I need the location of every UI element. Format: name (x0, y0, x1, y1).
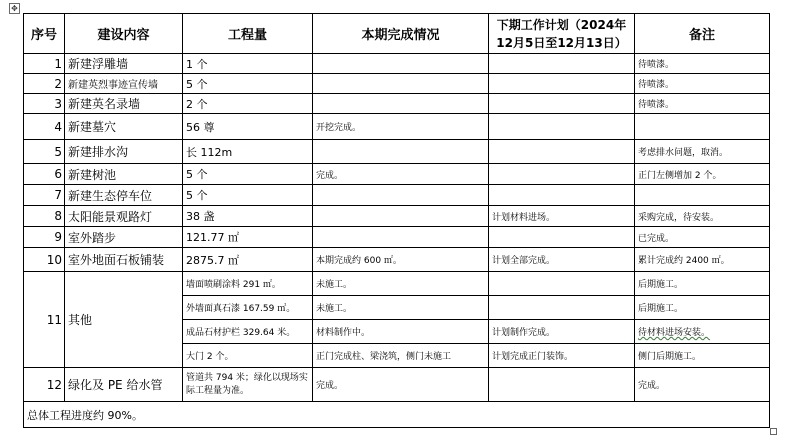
row-plan (489, 227, 635, 248)
row-seq: 2 (24, 74, 65, 94)
row-seq: 8 (24, 206, 65, 227)
row-progress (313, 206, 489, 227)
row-remark: 待喷漆。 (635, 74, 770, 94)
row-content: 室外踏步 (65, 227, 183, 248)
progress-table (23, 13, 770, 428)
footer-row (24, 402, 770, 428)
row-seq: 10 (24, 248, 65, 272)
table-row (24, 227, 770, 248)
row-plan (489, 74, 635, 94)
header-progress: 本期完成情况 (313, 14, 489, 54)
row-quantity: 管道共 794 米；绿化以现场实际工程量为准。 (183, 368, 313, 402)
row-progress (313, 74, 489, 94)
row-quantity: 38 盏 (183, 206, 313, 227)
row-content: 绿化及 PE 给水管 (65, 368, 183, 402)
table-row (24, 368, 770, 402)
row-progress: 完成。 (313, 368, 489, 402)
row-remark (635, 185, 770, 206)
row-progress: 完成。 (313, 164, 489, 185)
row-remark: 采购完成，待安装。 (635, 206, 770, 227)
row-plan (489, 140, 635, 164)
row-content: 新建英名录墙 (65, 94, 183, 114)
row-quantity: 大门 2 个。 (183, 344, 313, 368)
row-remark: 后期施工。 (635, 272, 770, 296)
row-remark: 考虑排水问题，取消。 (635, 140, 770, 164)
row-content: 新建浮雕墙 (65, 54, 183, 74)
row-remark: 后期施工。 (635, 296, 770, 320)
row-seq: 12 (24, 368, 65, 402)
row-progress (313, 185, 489, 206)
row-remark: 已完成。 (635, 227, 770, 248)
row-seq: 5 (24, 140, 65, 164)
row-seq: 4 (24, 114, 65, 140)
table-resize-handle[interactable] (770, 428, 777, 435)
row-progress: 未施工。 (313, 272, 489, 296)
row-progress (313, 54, 489, 74)
row-progress: 材料制作中。 (313, 320, 489, 344)
row-content: 新建墓穴 (65, 114, 183, 140)
row-remark: 累计完成约 2400 ㎡。 (635, 248, 770, 272)
row-quantity: 5 个 (183, 164, 313, 185)
row-progress: 开挖完成。 (313, 114, 489, 140)
row-content: 新建树池 (65, 164, 183, 185)
table-row (24, 94, 770, 114)
row-progress: 正门完成柱、梁浇筑，侧门未施工 (313, 344, 489, 368)
table-row (24, 248, 770, 272)
row-remark: 待喷漆。 (635, 94, 770, 114)
row-content: 太阳能景观路灯 (65, 206, 183, 227)
row-content: 新建英烈事迹宣传墙 (65, 74, 183, 94)
row-quantity: 墙面喷刷涂料 291 ㎡。 (183, 272, 313, 296)
row-plan (489, 94, 635, 114)
row-seq: 9 (24, 227, 65, 248)
overall-progress-note: 总体工程进度约 90%。 (24, 402, 770, 428)
table-row (24, 114, 770, 140)
row-remark: 正门左侧增加 2 个。 (635, 164, 770, 185)
row-quantity: 2 个 (183, 94, 313, 114)
row-quantity: 成品石材护栏 329.64 米。 (183, 320, 313, 344)
row-content: 其他 (65, 272, 183, 368)
row-quantity: 56 尊 (183, 114, 313, 140)
table-row (24, 74, 770, 94)
row-plan: 计划材料进场。 (489, 206, 635, 227)
row-quantity: 121.77 ㎡ (183, 227, 313, 248)
row-plan (489, 272, 635, 296)
row-quantity: 长 112m (183, 140, 313, 164)
table-row (24, 185, 770, 206)
header-remark: 备注 (635, 14, 770, 54)
row-remark: 待材料进场安装。 (635, 320, 770, 344)
row-plan (489, 368, 635, 402)
row-progress: 未施工。 (313, 296, 489, 320)
row-remark: 完成。 (635, 368, 770, 402)
row-seq: 3 (24, 94, 65, 114)
row-plan (489, 296, 635, 320)
row-content: 新建排水沟 (65, 140, 183, 164)
table-row (24, 140, 770, 164)
header-quantity: 工程量 (183, 14, 313, 54)
header-seq: 序号 (24, 14, 65, 54)
row-progress (313, 140, 489, 164)
row-plan: 计划全部完成。 (489, 248, 635, 272)
row-quantity: 1 个 (183, 54, 313, 74)
table-row (24, 164, 770, 185)
row-progress (313, 94, 489, 114)
row-progress (313, 227, 489, 248)
table-row (24, 54, 770, 74)
table-row (24, 272, 770, 296)
row-seq: 11 (24, 272, 65, 368)
table-row (24, 206, 770, 227)
row-quantity: 外墙面真石漆 167.59 ㎡。 (183, 296, 313, 320)
row-quantity: 5 个 (183, 185, 313, 206)
header-content: 建设内容 (65, 14, 183, 54)
row-quantity: 5 个 (183, 74, 313, 94)
row-content: 新建生态停车位 (65, 185, 183, 206)
row-plan: 计划完成正门装饰。 (489, 344, 635, 368)
row-quantity: 2875.7 ㎡ (183, 248, 313, 272)
row-plan: 计划制作完成。 (489, 320, 635, 344)
row-remark (635, 114, 770, 140)
row-seq: 1 (24, 54, 65, 74)
row-plan (489, 114, 635, 140)
row-remark: 待喷漆。 (635, 54, 770, 74)
row-plan (489, 54, 635, 74)
row-plan (489, 185, 635, 206)
row-plan (489, 164, 635, 185)
row-content: 室外地面石板铺装 (65, 248, 183, 272)
table-move-handle-icon[interactable]: ✥ (9, 3, 20, 14)
row-seq: 6 (24, 164, 65, 185)
header-plan: 下期工作计划（2024年12月5日至12月13日） (489, 14, 635, 54)
row-seq: 7 (24, 185, 65, 206)
row-remark: 侧门后期施工。 (635, 344, 770, 368)
row-progress: 本期完成约 600 ㎡。 (313, 248, 489, 272)
header-row (24, 14, 770, 54)
